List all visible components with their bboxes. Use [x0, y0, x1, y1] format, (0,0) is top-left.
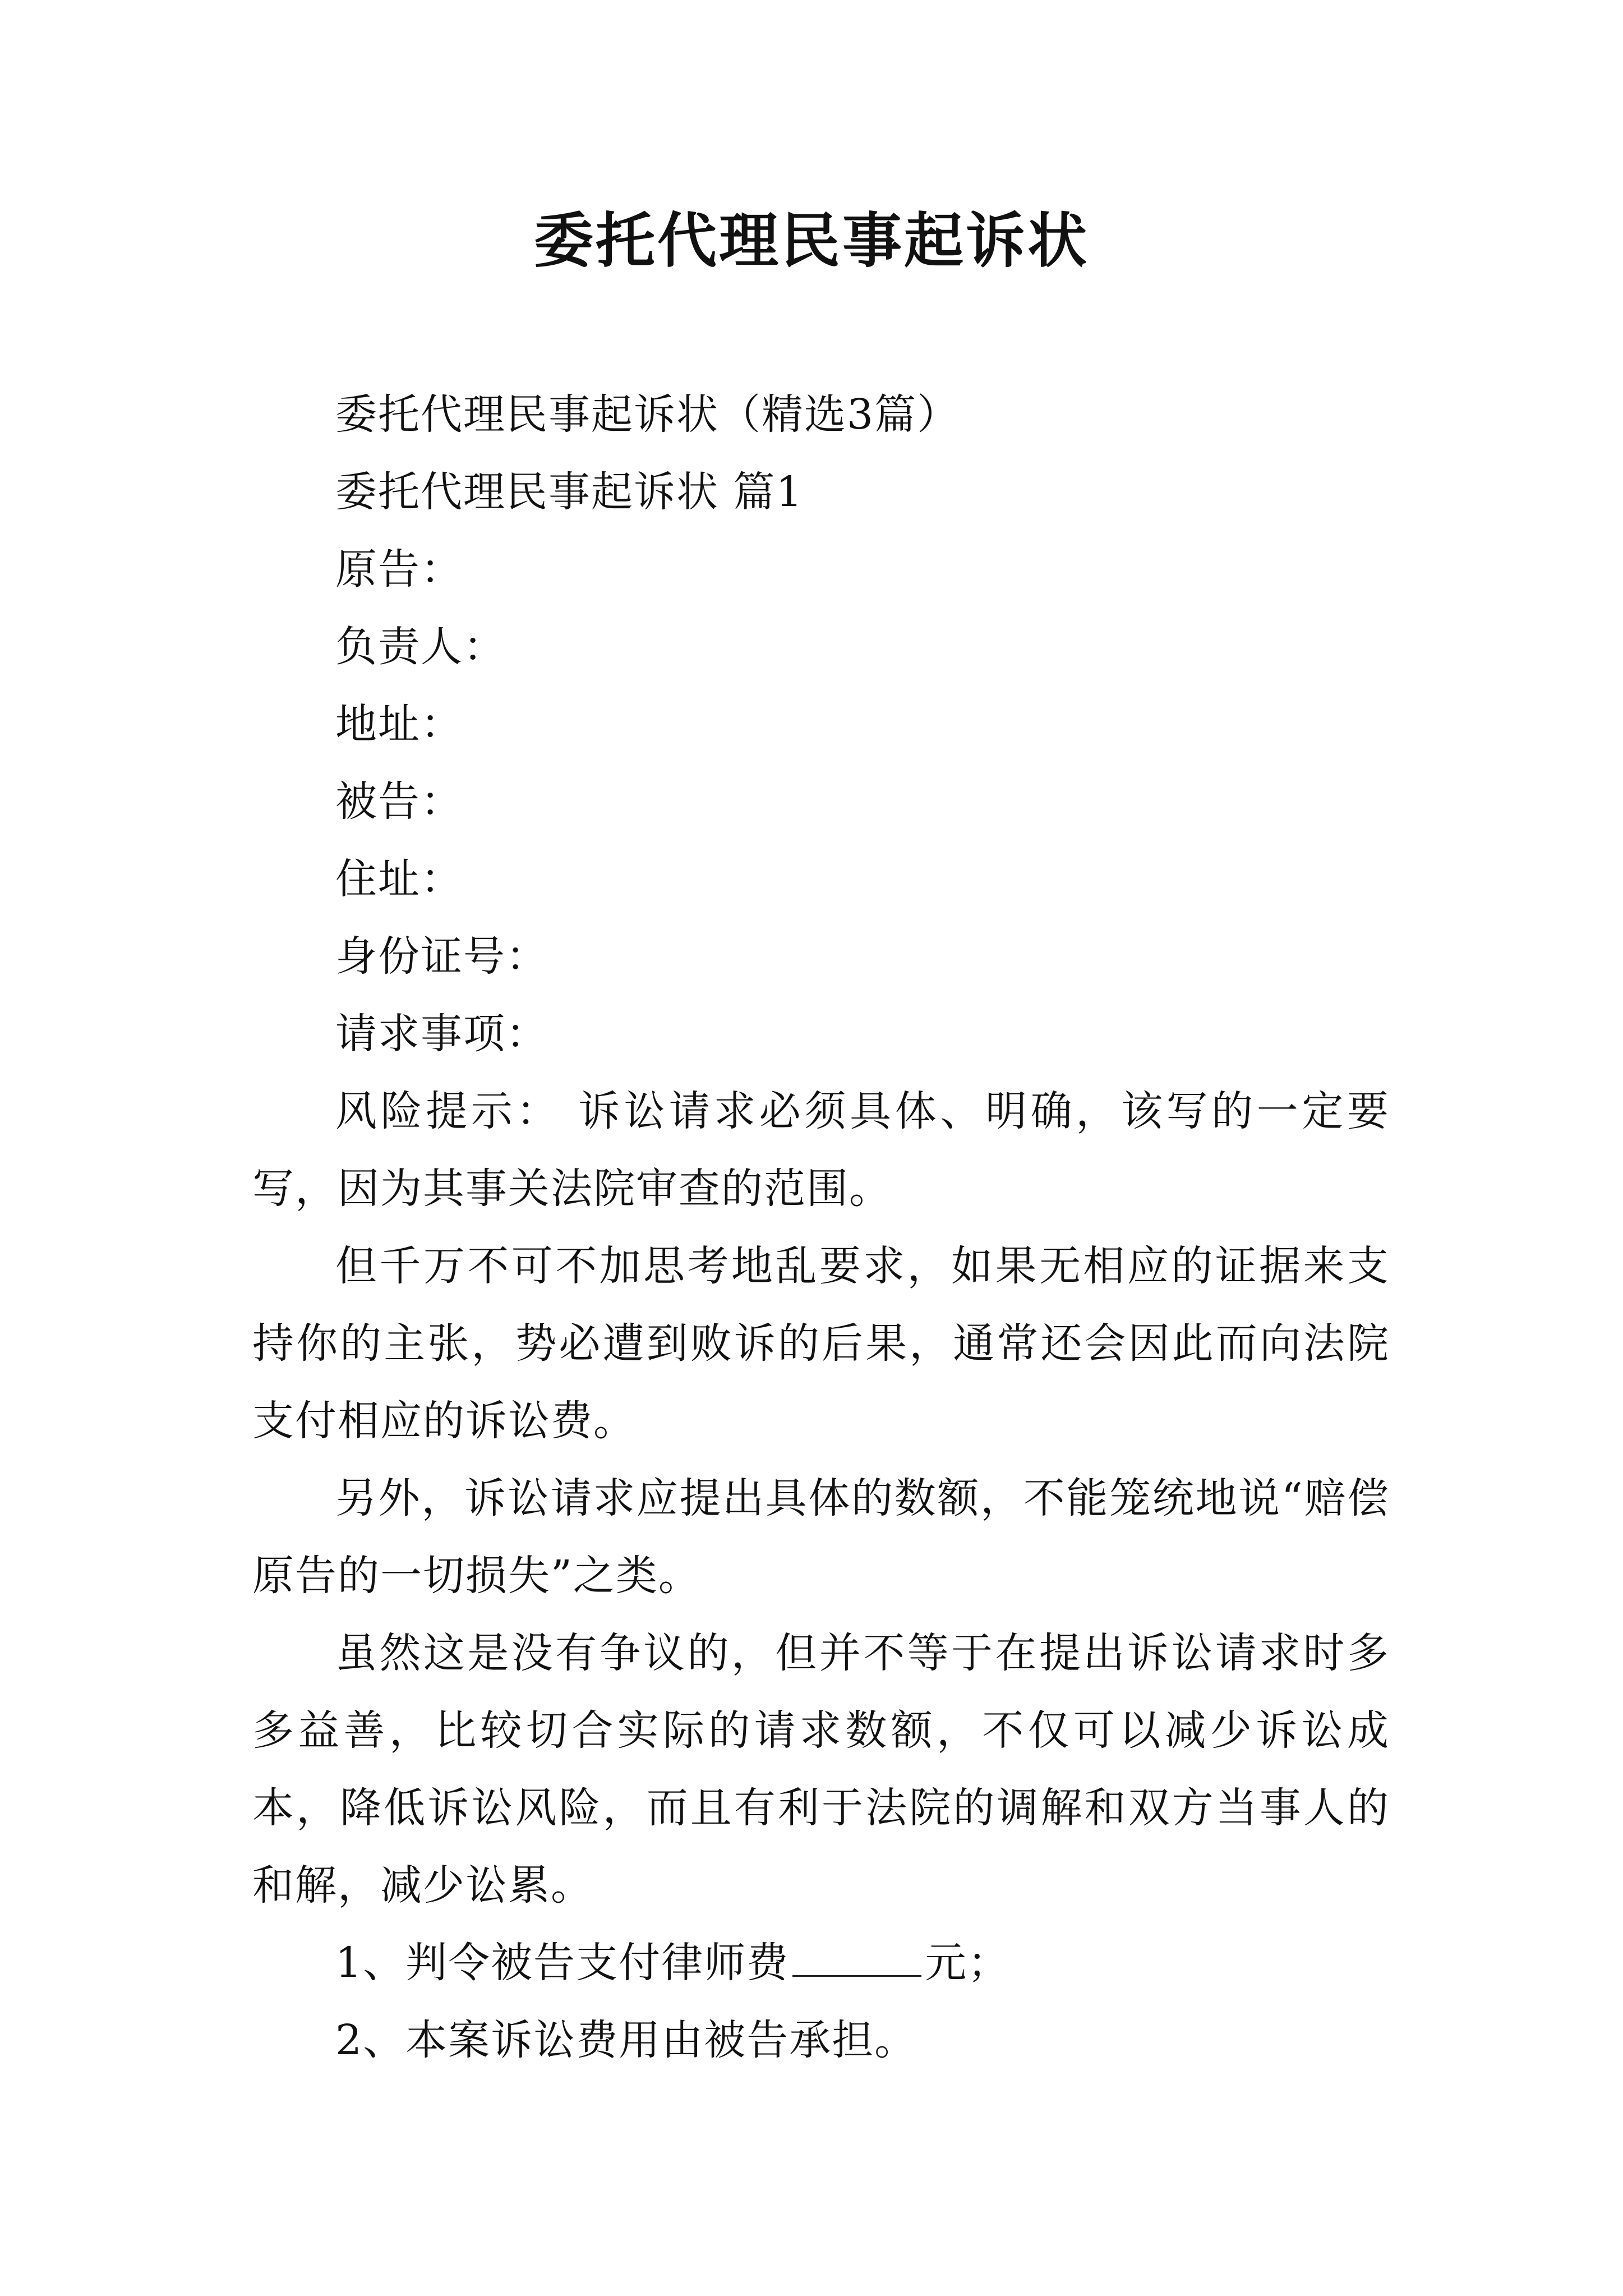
- request-item-2: 2、本案诉讼费用由被告承担。: [335, 2016, 917, 2064]
- document-body: [252, 376, 1390, 2079]
- section-heading: 委托代理民事起诉状 篇1: [335, 468, 804, 516]
- field-address: 地址：: [335, 700, 463, 748]
- field-claims: 请求事项：: [335, 1010, 548, 1058]
- request-item-1-suffix: 元；: [925, 1939, 1011, 1987]
- paragraph-risk-tip: 风险提示： 诉讼请求必须具体、明确，该写的一定要写，因为其事关法院审查的范围。: [252, 1087, 1390, 1213]
- field-person-in-charge: 负责人：: [335, 623, 506, 671]
- field-residence: 住址：: [335, 855, 463, 903]
- field-plaintiff: 原告：: [335, 545, 463, 593]
- request-item-1: [252, 1924, 1390, 2001]
- paragraph-evidence: 但千万不可不加思考地乱要求，如果无相应的证据来支持你的主张，势必遭到败诉的后果，通常还会因此而向法院支付相应的诉讼费。: [252, 1242, 1390, 1445]
- field-defendant: 被告：: [335, 777, 463, 826]
- field-id-number: 身份证号：: [335, 932, 548, 981]
- paragraph-amount: 另外，诉讼请求应提出具体的数额，不能笼统地说“赔偿原告的一切损失”之类。: [252, 1474, 1390, 1600]
- subtitle: 委托代理民事起诉状（精选3篇）: [335, 390, 960, 439]
- request-item-1-prefix: 1、判令被告支付律师费: [335, 1939, 790, 1987]
- document-title: 委托代理民事起诉状: [534, 206, 1089, 275]
- paragraph-realistic-claims: 虽然这是没有争议的，但并不等于在提出诉讼请求时多多益善，比较切合实际的请求数额，不仅可以减少诉讼成本，降低诉讼风险，而且有利于法院的调解和双方当事人的和解，减少讼累。: [252, 1629, 1390, 1910]
- fill-in-blank: [792, 1941, 921, 1977]
